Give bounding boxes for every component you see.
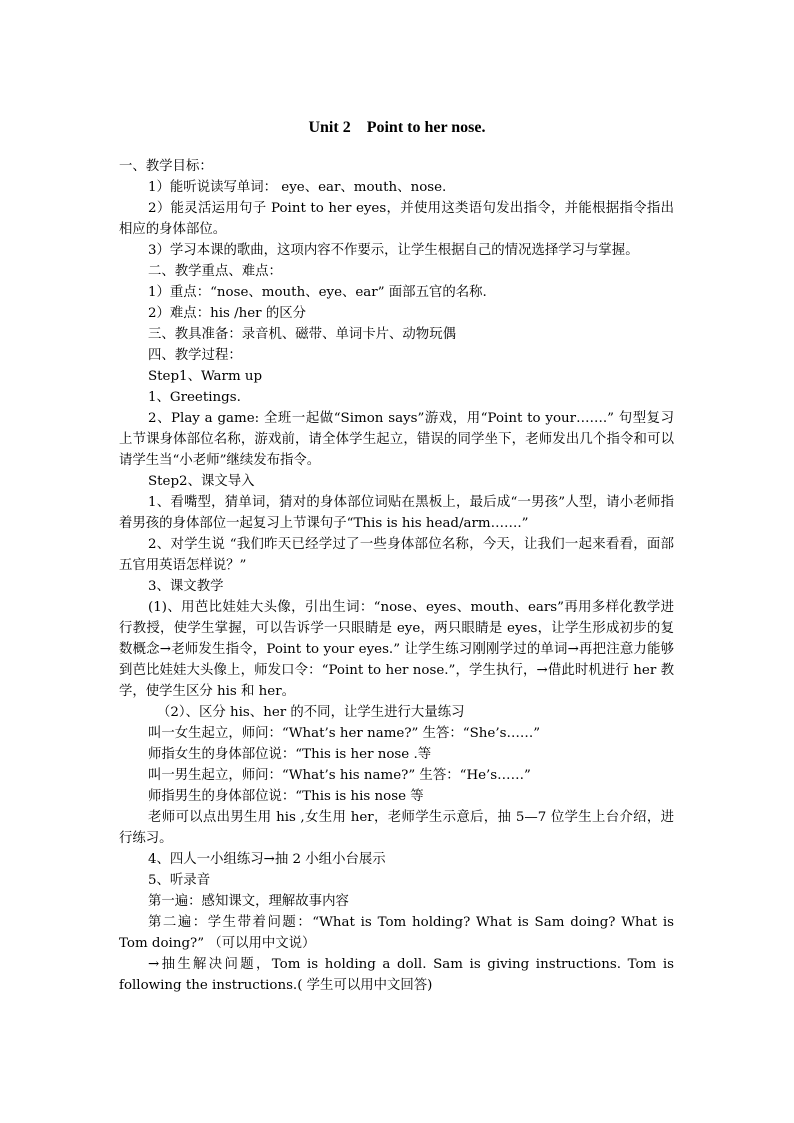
page-title: Unit 2 Point to her nose. (308, 119, 486, 136)
paragraph: 2、Play a game: 全班一起做“Simon says”游戏，用“Point to your…….” 句型复习上节课身体部位名称，游戏前，请全体学生起立，错误的同学坐下，老师发出几个指令和可以请学生当“小老师”继续发布指令。 (119, 411, 674, 468)
paragraph: 三、教具准备：录音机、磁带、单词卡片、动物玩偶 (148, 327, 456, 342)
paragraph: (1)、用芭比娃娃大头像，引出生词：“nose、eyes、mouth、ears”再用多样化教学进行教授，使学生掌握，可以告诉学一只眼睛是 eye，两只眼睛是 eyes，让学生形成初步的复数概念→老师发生指令，Point to your eyes.” 让学生练习刚刚学过的单词→再把注意力能够到芭比娃娃大头像上，师发口令：“Point to her nose.”，学生执行，→借此时机进行 her 教学，使学生区分 his 和 her。 (119, 600, 674, 699)
paragraph: 叫一女生起立，师问：“What’s her name?” 生答：“She’s……” (148, 726, 541, 741)
paragraph: 1）重点：“nose、mouth、eye、ear” 面部五官的名称. (148, 285, 487, 300)
paragraph: 四、教学过程： (148, 348, 242, 363)
paragraph: 师指女生的身体部位说：“This is her nose .等 (148, 747, 432, 762)
paragraph: →抽生解决问题，Tom is holding a doll. Sam is giving instructions. Tom is following the instructions.( 学生可以用中文回答) (119, 957, 674, 993)
paragraph: 5、听录音 (148, 873, 211, 888)
paragraph: 1、看嘴型，猜单词，猜对的身体部位词贴在黑板上，最后成“一男孩”人型，请小老师指着男孩的身体部位一起复习上节课句子“This is his head/arm…….” (119, 495, 674, 531)
paragraph: 4、四人一小组练习→抽 2 小组小台展示 (148, 852, 386, 867)
paragraph: 3、课文教学 (148, 579, 224, 594)
paragraph: 第二遍：学生带着问题：“What is Tom holding? What is Sam doing? What is Tom doing?” （可以用中文说） (119, 915, 674, 951)
paragraph: 3）学习本课的歌曲，这项内容不作要示，让学生根据自己的情况选择学习与掌握。 (148, 243, 639, 258)
paragraph: 2）能灵活运用句子 Point to her eyes，并使用这类语句发出指令，并能根据指令指出相应的身体部位。 (119, 201, 674, 237)
paragraph: 1）能听说读写单词： eye、ear、mouth、nose. (148, 180, 447, 195)
paragraph: 叫一男生起立，师问：“What’s his name?” 生答：“He’s……” (148, 768, 531, 783)
paragraph: Step2、课文导入 (148, 474, 255, 489)
paragraph: Step1、Warm up (148, 369, 263, 384)
paragraph: 师指男生的身体部位说：“This is his nose 等 (148, 789, 424, 804)
paragraph: 2、对学生说 “我们昨天已经学过了一些身体部位名称，今天，让我们一起来看看，面部五官用英语怎样说？” (119, 537, 674, 573)
paragraph: 第一遍：感知课文，理解故事内容 (148, 894, 349, 909)
paragraph: 二、教学重点、难点： (148, 264, 282, 279)
paragraph: （2）、区分 his、her 的不同，让学生进行大量练习 (157, 705, 465, 720)
document-body (119, 156, 674, 996)
paragraph: 一、教学目标： (119, 159, 213, 174)
paragraph: 1、Greetings. (148, 390, 241, 405)
paragraph: 2）难点：his /her 的区分 (148, 306, 307, 321)
paragraph: 老师可以点出男生用 his ,女生用 her，老师学生示意后，抽 5—7 位学生上台介绍，进行练习。 (119, 810, 674, 846)
